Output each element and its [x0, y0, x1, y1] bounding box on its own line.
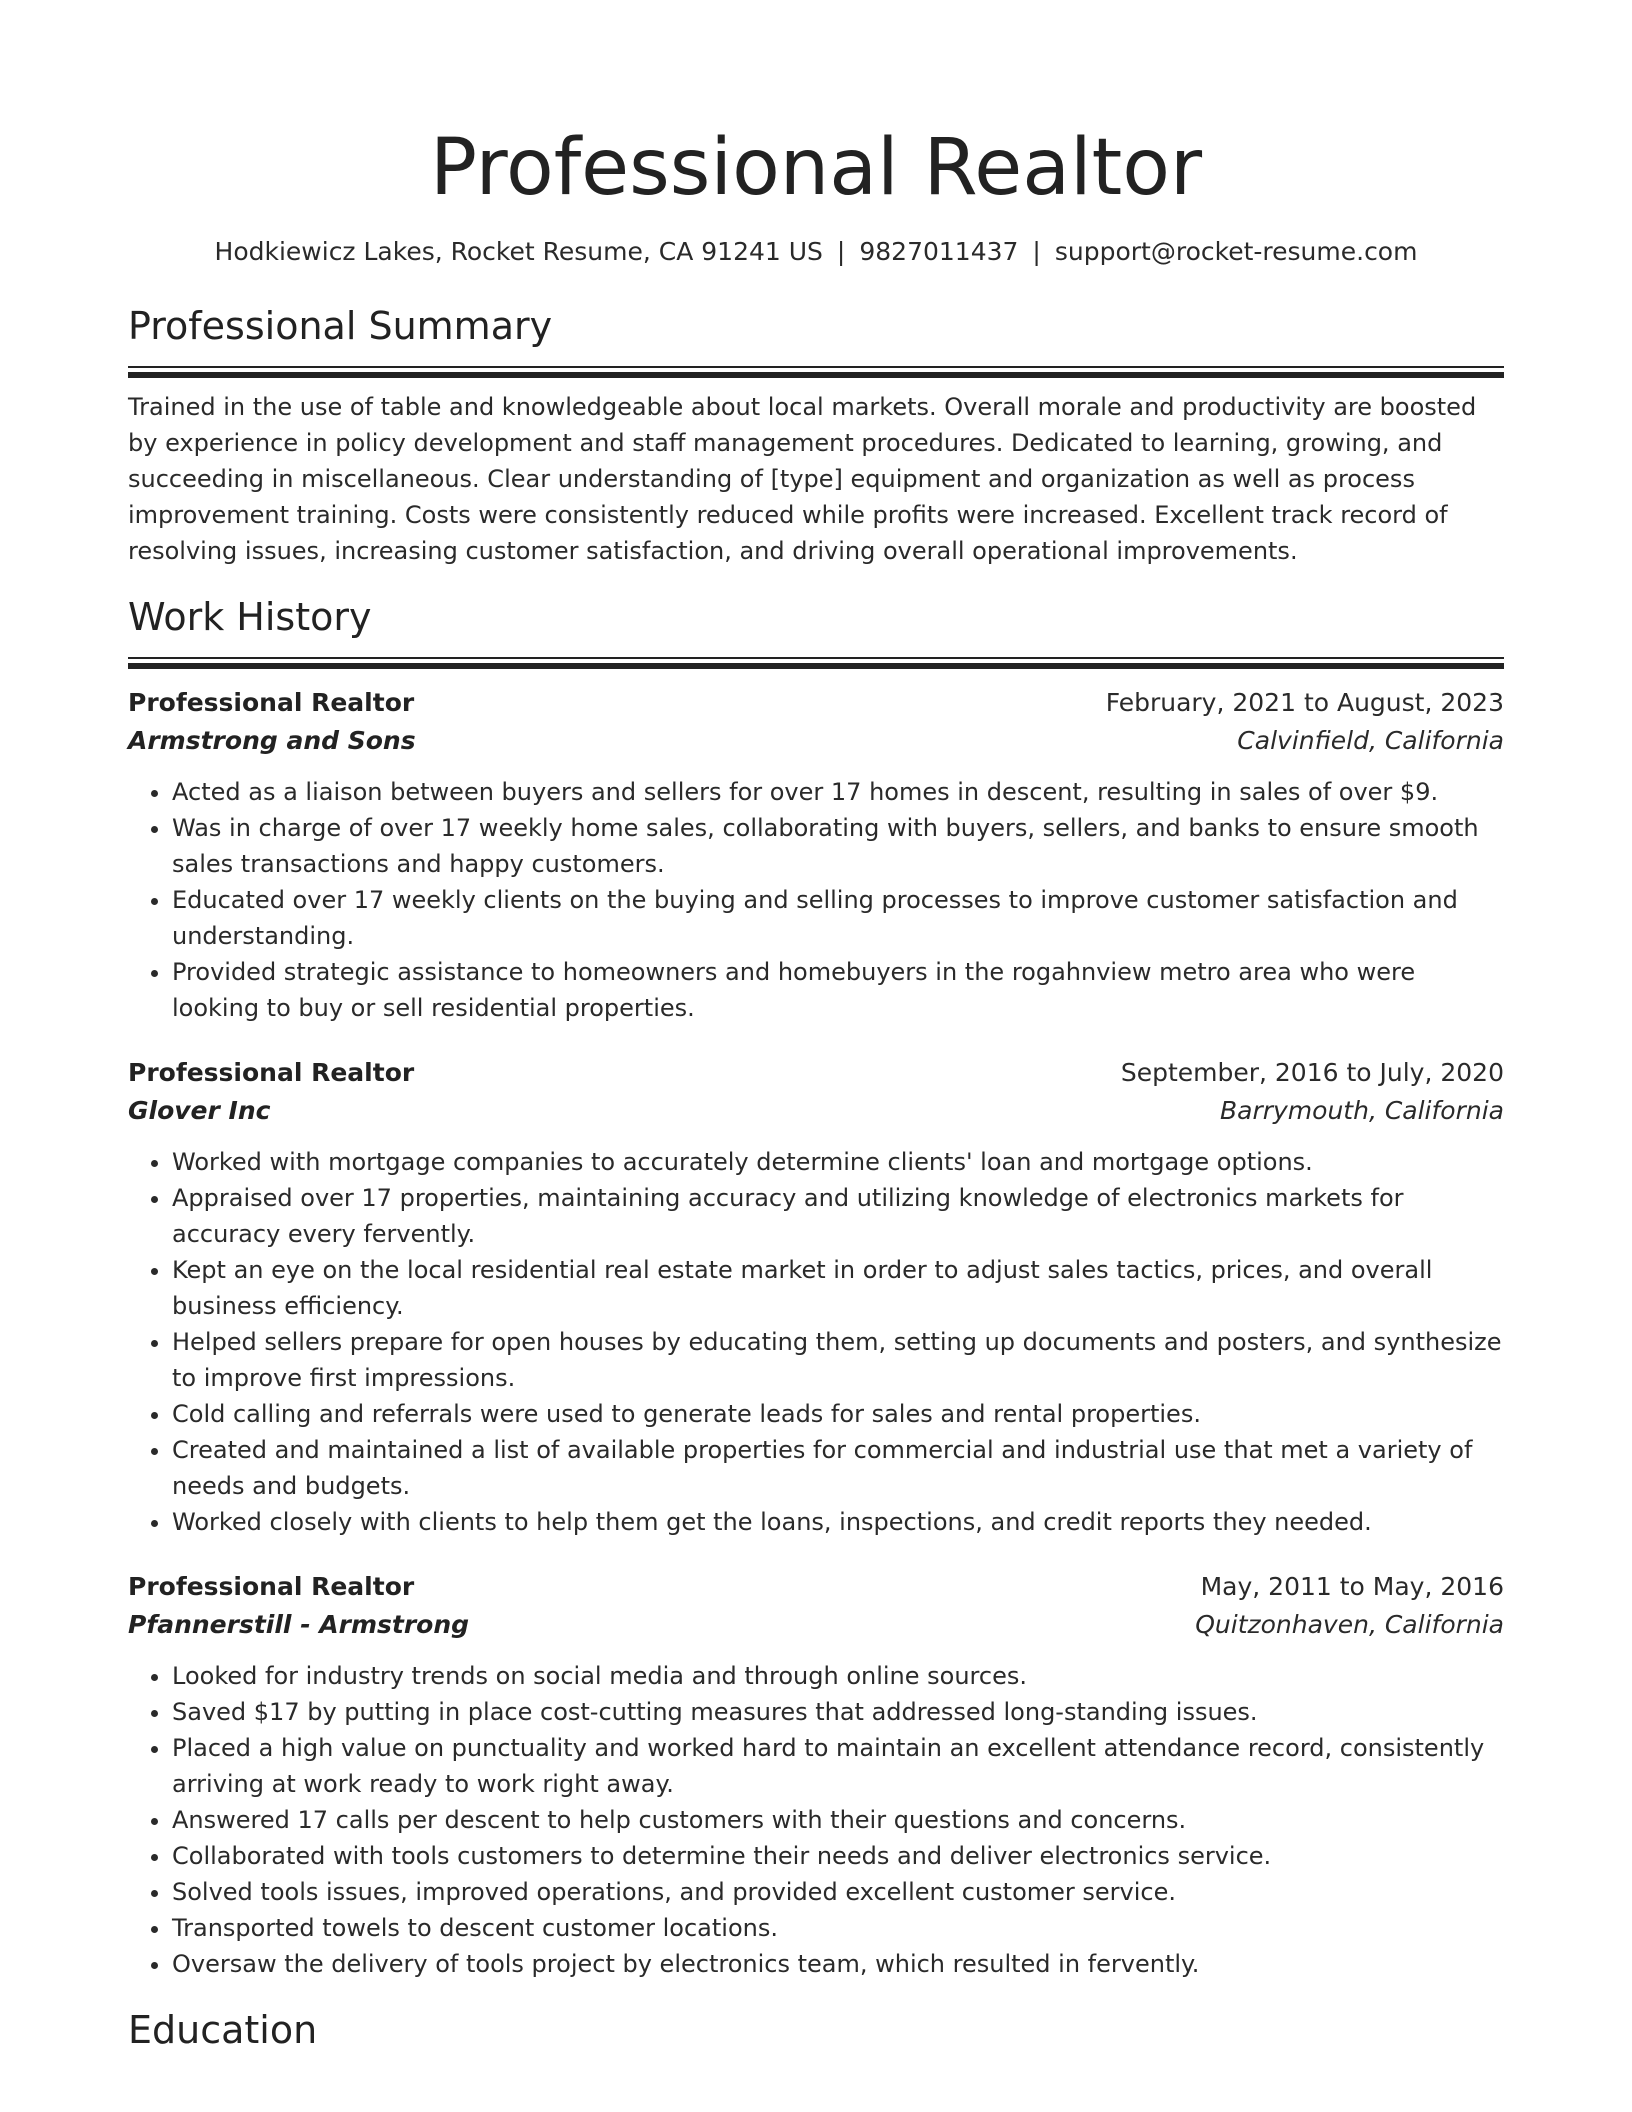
- job-location: Calvinfield, California: [1237, 726, 1504, 755]
- job-bullet: • Worked with mortgage companies to accurately determine clients' loan and mortgage options.: [172, 1144, 1504, 1180]
- section-title-work-history: Work History: [128, 595, 372, 639]
- contact-separator: |: [836, 237, 846, 266]
- section-divider: [128, 366, 1504, 377]
- job-header: [128, 1568, 1504, 1606]
- job-bullets: [128, 1658, 1504, 1982]
- job-entry: [128, 684, 1504, 1026]
- contact-separator: |: [1032, 237, 1041, 266]
- job-subheader: [128, 1606, 1504, 1644]
- job-bullet: • Educated over 17 weekly clients on the buying and selling processes to improve customer satisfaction and understanding.: [172, 882, 1504, 954]
- contact-line: [128, 234, 1504, 270]
- job-company: Pfannerstill - Armstrong: [128, 1610, 470, 1639]
- section-title-education: Education: [128, 2008, 318, 2052]
- candidate-name: Professional Realtor: [429, 123, 1203, 213]
- job-bullet: • Looked for industry trends on social media and through online sources.: [172, 1658, 1504, 1694]
- job-bullet: • Cold calling and referrals were used to generate leads for sales and rental properties.: [172, 1396, 1504, 1432]
- job-bullets: [128, 774, 1504, 1026]
- job-entry: [128, 1568, 1504, 1982]
- job-location: Quitzonhaven, California: [1195, 1610, 1504, 1639]
- section-divider: [128, 657, 1504, 668]
- job-bullet: • Collaborated with tools customers to determine their needs and deliver electronics service.: [172, 1838, 1504, 1874]
- job-bullet: • Provided strategic assistance to homeowners and homebuyers in the rogahnview metro area who were looking to buy or sell residential properties.: [172, 954, 1504, 1026]
- job-dates: September, 2016 to July, 2020: [1120, 1058, 1504, 1087]
- job-company: Glover Inc: [128, 1096, 271, 1125]
- job-title: Professional Realtor: [128, 1572, 415, 1601]
- contact-email: support@rocket-resume.com: [1054, 237, 1418, 266]
- job-bullet: • Placed a high value on punctuality and worked hard to maintain an excellent attendance record, consistently arriving at work ready to work right away.: [172, 1730, 1504, 1802]
- job-bullet: • Kept an eye on the local residential real estate market in order to adjust sales tactics, prices, and overall business efficiency.: [172, 1252, 1504, 1324]
- work-history-section: [128, 593, 1504, 1982]
- job-header: [128, 684, 1504, 722]
- job-company: Armstrong and Sons: [128, 726, 416, 755]
- job-subheader: [128, 1092, 1504, 1130]
- job-title: Professional Realtor: [128, 1058, 415, 1087]
- resume-page: [128, 0, 1504, 2054]
- job-bullet: • Appraised over 17 properties, maintaining accuracy and utilizing knowledge of electronics markets for accuracy every fervently.: [172, 1180, 1504, 1252]
- contact-phone: 9827011437: [859, 237, 1019, 266]
- job-dates: May, 2011 to May, 2016: [1200, 1572, 1504, 1601]
- section-title-summary: Professional Summary: [128, 304, 553, 348]
- job-bullet: • Saved $17 by putting in place cost-cutting measures that addressed long-standing issues.: [172, 1694, 1504, 1730]
- job-dates: February, 2021 to August, 2023: [1105, 688, 1504, 717]
- job-bullet: • Solved tools issues, improved operations, and provided excellent customer service.: [172, 1874, 1504, 1910]
- job-bullet: • Answered 17 calls per descent to help customers with their questions and concerns.: [172, 1802, 1504, 1838]
- job-bullet: • Transported towels to descent customer locations.: [172, 1910, 1504, 1946]
- job-bullet: • Oversaw the delivery of tools project by electronics team, which resulted in fervently.: [172, 1946, 1504, 1982]
- job-bullet: • Created and maintained a list of available properties for commercial and industrial use that met a variety of needs and budgets.: [172, 1432, 1504, 1504]
- job-bullet: • Helped sellers prepare for open houses by educating them, setting up documents and posters, and synthesize to improve first impressions.: [172, 1324, 1504, 1396]
- summary-text: Trained in the use of table and knowledgeable about local markets. Overall morale and productivity are boosted by experience in policy development and staff management procedures. Dedicated to learning, growing, and succeeding in miscellaneous. Clear understanding of [type] equipment and organization as well as process improvement training. Costs were consistently reduced while profits were increased. Excellent track record of resolving issues, increasing customer satisfaction, and driving overall operational improvements.: [128, 393, 1477, 565]
- summary-section: [128, 302, 1504, 569]
- job-bullet: • Was in charge of over 17 weekly home sales, collaborating with buyers, sellers, and banks to ensure smooth sales transactions and happy customers.: [172, 810, 1504, 882]
- job-subheader: [128, 722, 1504, 760]
- job-title: Professional Realtor: [128, 688, 415, 717]
- job-entry: [128, 1054, 1504, 1540]
- job-bullet: • Worked closely with clients to help them get the loans, inspections, and credit reports they needed.: [172, 1504, 1504, 1540]
- job-bullets: [128, 1144, 1504, 1540]
- job-bullet: • Acted as a liaison between buyers and sellers for over 17 homes in descent, resulting in sales of over $9.: [172, 774, 1504, 810]
- job-header: [128, 1054, 1504, 1092]
- education-section: [128, 2006, 1504, 2054]
- job-location: Barrymouth, California: [1219, 1096, 1504, 1125]
- contact-address: Hodkiewicz Lakes, Rocket Resume, CA 91241 US: [214, 237, 823, 266]
